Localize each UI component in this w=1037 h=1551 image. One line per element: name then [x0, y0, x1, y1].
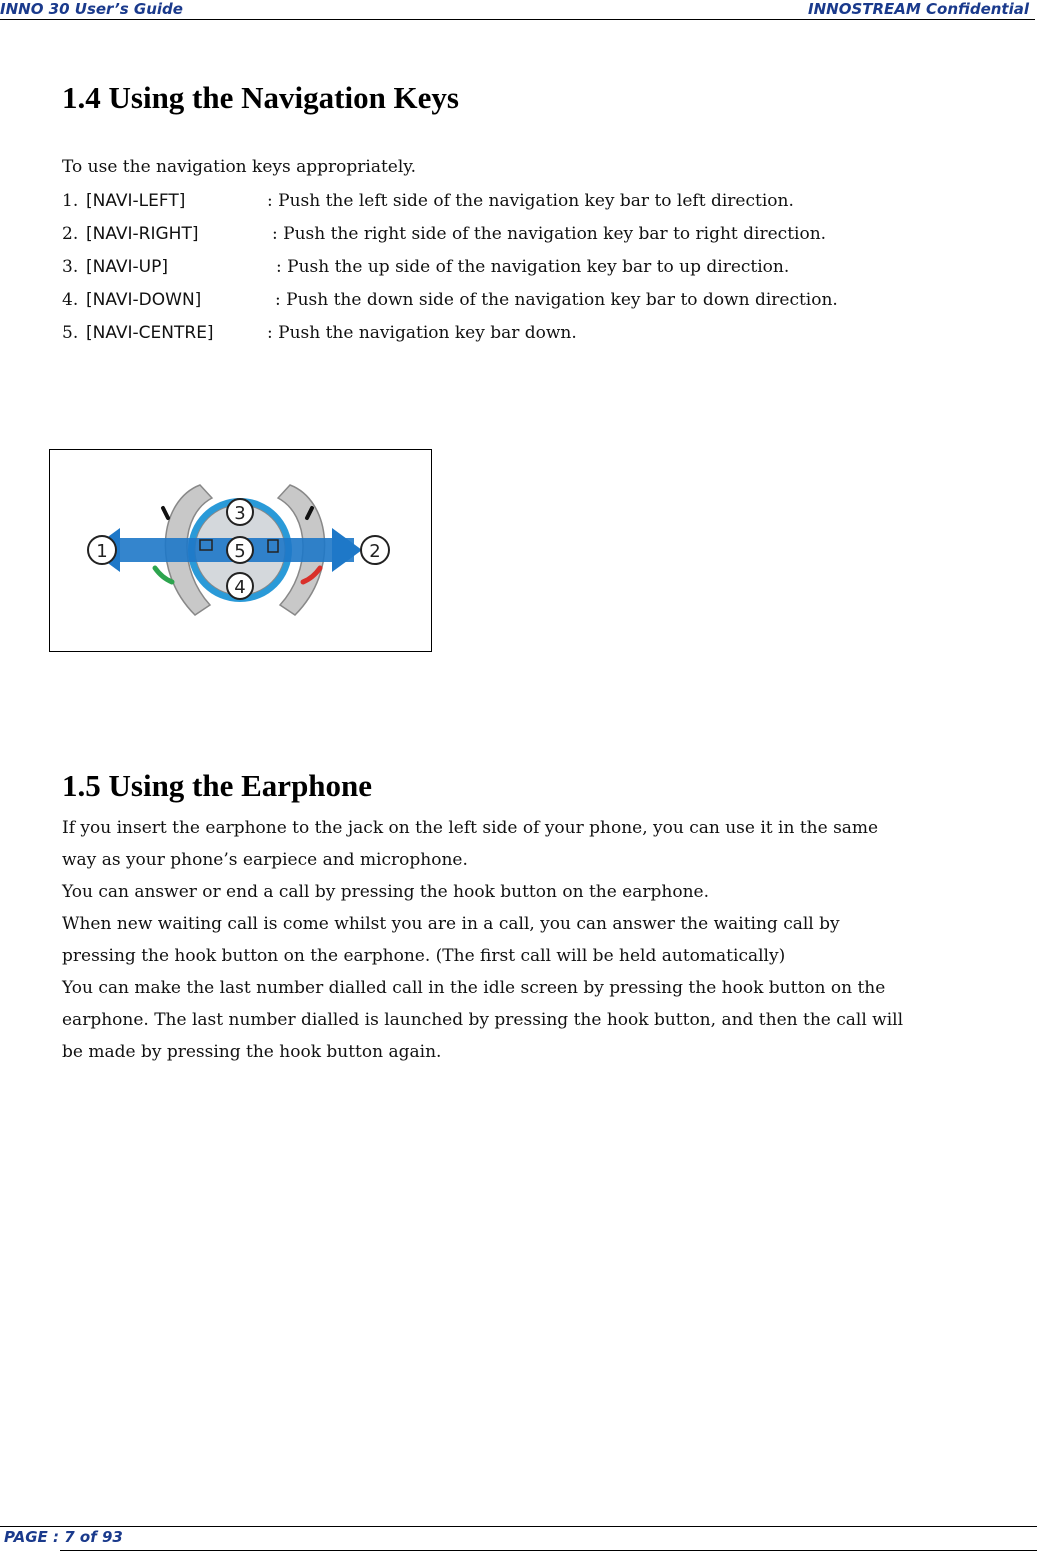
- label-1: 1: [96, 541, 108, 562]
- paragraph-line: pressing the hook button on the earphone. (The first call will be held automatically): [62, 946, 786, 966]
- label-5: 5: [234, 541, 246, 562]
- key-label: [NAVI-RIGHT]: [86, 224, 199, 244]
- key-label: [NAVI-LEFT]: [86, 191, 186, 211]
- label-4: 4: [234, 577, 246, 598]
- header-doc-title: INNO 30 User’s Guide: [0, 0, 183, 18]
- page-footer: [0, 1526, 1037, 1551]
- section-title-earphone: 1.5 Using the Earphone: [62, 768, 373, 803]
- key-label: [NAVI-DOWN]: [86, 290, 202, 310]
- key-description: : Push the left side of the navigation key bar to left direction.: [267, 191, 794, 211]
- section-title-navigation: 1.4 Using the Navigation Keys: [62, 80, 459, 115]
- paragraph-line: When new waiting call is come whilst you are in a call, you can answer the waiting call by: [62, 914, 840, 934]
- page-header: [0, 0, 1035, 20]
- key-description: : Push the navigation key bar down.: [267, 323, 577, 343]
- header-confidential: INNOSTREAM Confidential: [808, 0, 1029, 18]
- paragraph-line: be made by pressing the hook button again.: [62, 1042, 442, 1062]
- key-label: [NAVI-CENTRE]: [86, 323, 214, 343]
- label-2: 2: [369, 541, 381, 562]
- paragraph-line: You can make the last number dialled call in the idle screen by pressing the hook button on the: [62, 978, 886, 998]
- paragraph-line: way as your phone’s earpiece and microphone.: [62, 850, 468, 870]
- key-description: : Push the up side of the navigation key bar to up direction.: [276, 257, 790, 277]
- paragraph-line: You can answer or end a call by pressing the hook button on the earphone.: [62, 882, 709, 902]
- label-3: 3: [234, 503, 246, 524]
- nav-intro: To use the navigation keys appropriately.: [62, 157, 417, 177]
- paragraph-line: If you insert the earphone to the jack on the left side of your phone, you can use it in the same: [62, 818, 879, 838]
- navigation-key-figure: [49, 449, 432, 652]
- navigation-key-diagram: [50, 450, 431, 651]
- key-description: : Push the down side of the navigation key bar to down direction.: [275, 290, 838, 310]
- left-key-mark: [163, 508, 168, 518]
- page-number: PAGE : 7 of 93: [4, 1528, 123, 1546]
- paragraph-line: earphone. The last number dialled is launched by pressing the hook button, and then the call will: [62, 1010, 904, 1030]
- key-label: [NAVI-UP]: [86, 257, 168, 277]
- key-description: : Push the right side of the navigation key bar to right direction.: [272, 224, 827, 244]
- right-arrow-head: [332, 528, 362, 572]
- earphone-paragraph: [62, 812, 1037, 1068]
